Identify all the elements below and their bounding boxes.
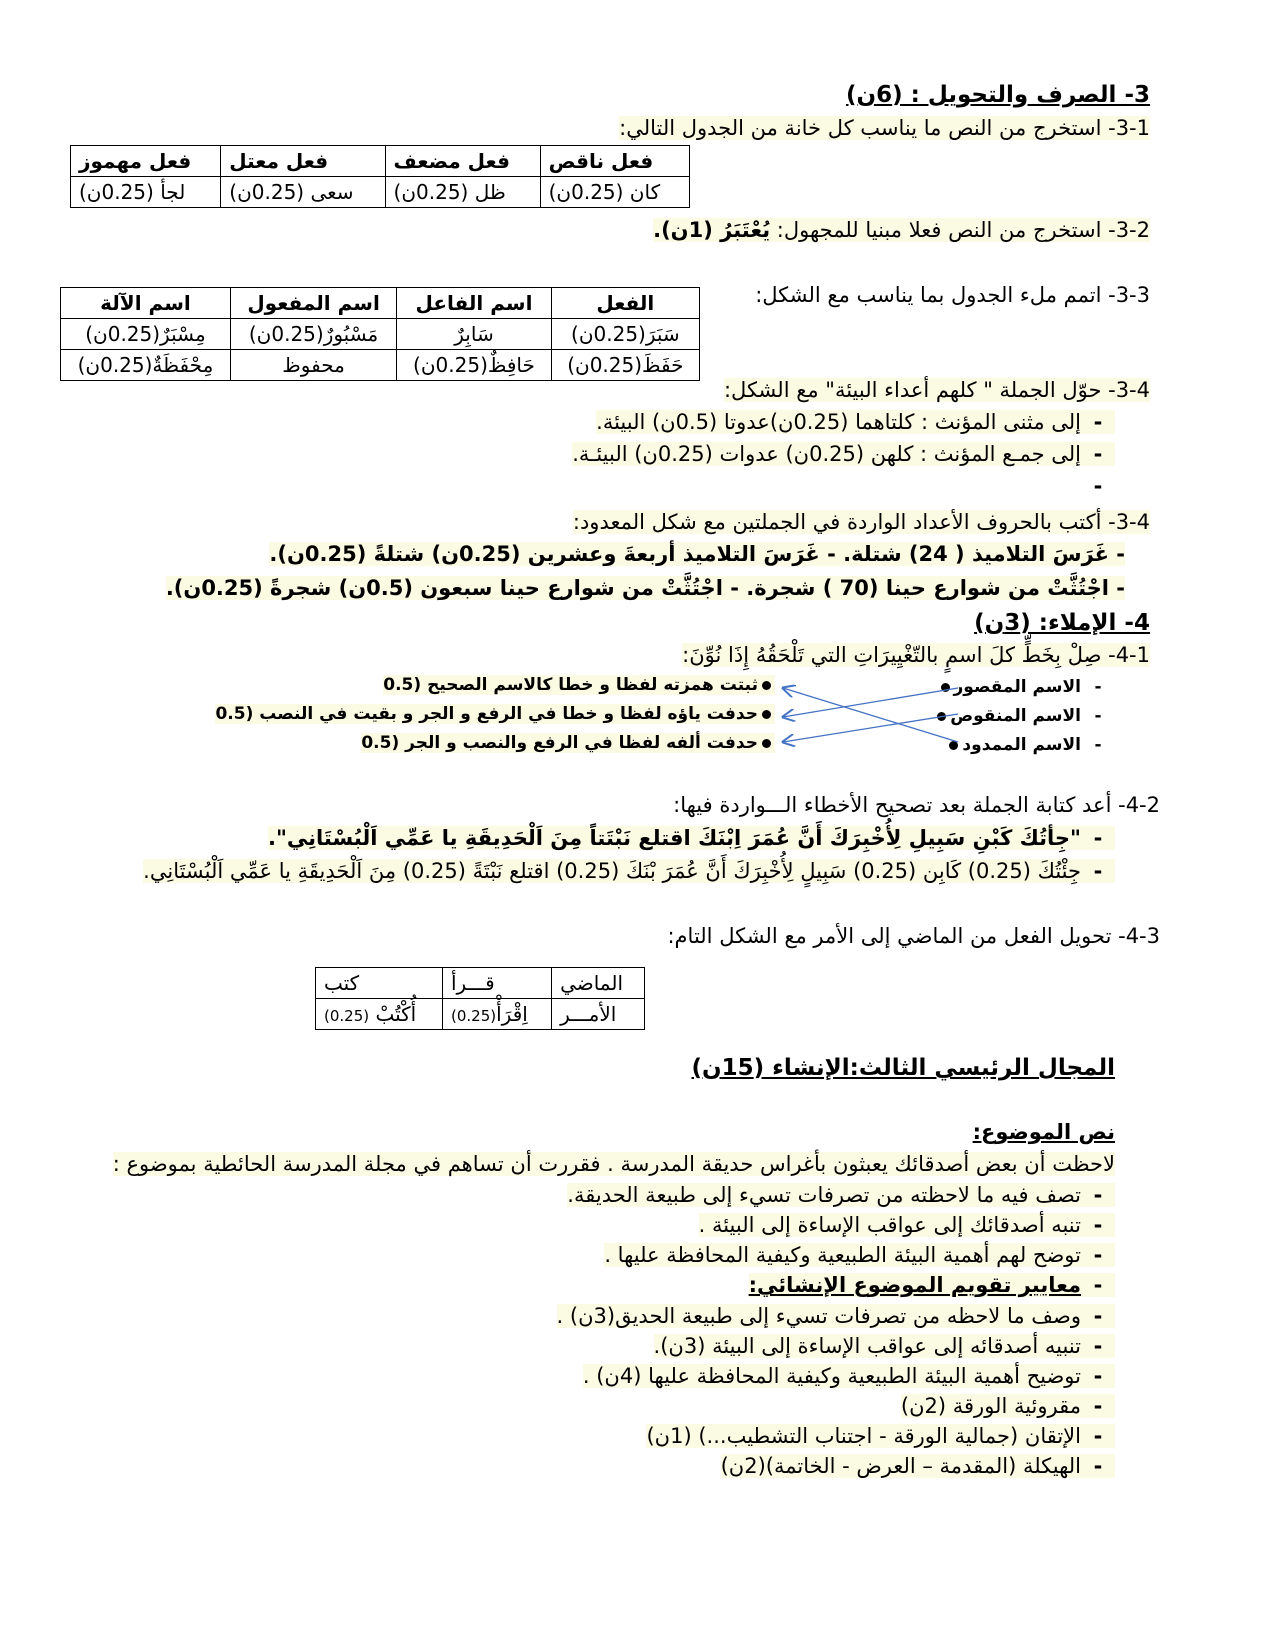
table-cell: سَابِرٌ (397, 319, 551, 350)
table-row (316, 968, 645, 999)
table-cell: الماضي (552, 968, 645, 999)
table-header: فعل ناقص (540, 146, 689, 177)
table-cell: حَافِظٌ(0.25ن) (397, 350, 551, 381)
table-cell: لجأ (0.25ن) (71, 177, 221, 208)
section4-title: 4- الإملاء: (3ن) (974, 610, 1150, 636)
q3-5-line2: - اجْتُثَّتْ من شوارع حينا (70 ) شجرة. - اجْتُثَّتْ من شوارع حينا سبعون (0.5ن) شجرةً (0.25ن). (165, 576, 1125, 600)
table-cell: سعى (0.25ن) (221, 177, 385, 208)
q3-4-plural: -إلى جمـع المؤنث : كلهن (0.25ن) عدوات (0.25ن) البيئـة. (572, 442, 1115, 466)
table-header: فعل مضعف (385, 146, 540, 177)
criteria-item: -مقروئية الورقة (2ن) (901, 1394, 1115, 1418)
q4-2-wrong: -"جِأتُكَ كَبْنِ سَبِيلِ لِأُخْبِرَكَ أَنَّ عُمَرَ اِبْنَكَ اقتلع نَبْتَتاً مِنَ اَلْحَدِيقَةِ يا عَمِّي اَلْبُسْتَانِي". (268, 826, 1115, 850)
left-item: -الاسم المنقوص (933, 706, 1115, 726)
q3-5: 3-4- أكتب بالحروف الأعداد الواردة في الجملتين مع شكل المعدود: (572, 510, 1150, 534)
table-cell: مِحْفَظَةٌ(0.25ن) (61, 350, 231, 381)
right-item: ثبتت همزته لفظا و خطا كالاسم الصحيح (0.5 (383, 675, 775, 695)
table-cell: محفوظ (230, 350, 396, 381)
table-cell: حَفَظَ(0.25ن) (551, 350, 699, 381)
table-cell: أُكْتُبْ (0.25) (316, 999, 443, 1030)
table-header: فعل معتل (221, 146, 385, 177)
table-header: اسم الآلة (61, 288, 231, 319)
task-item: -تصف فيه ما لاحظته من تصرفات تسيء إلى طبيعة الحديقة. (567, 1183, 1115, 1207)
empty-bullet: - (1093, 474, 1103, 498)
table-imperative (315, 967, 645, 1030)
table-header: فعل مهموز (71, 146, 221, 177)
criteria-item: -الإتقان (جمالية الورقة - اجتناب التشطيب...) (1ن) (646, 1424, 1115, 1448)
arrow-mamdood (783, 688, 958, 742)
q4-2-correct: -جِئْتُكَ (0.25) كَابِن (0.25) سَبِيلٍ لِأُخْبِرَكَ أَنَّ عُمَرَ بْنَكَ (0.25) اقتلع نَبْتَةً (0.25) مِنَ اَلْحَدِيقَةِ يا عَمِّي اَلْبُسْتَانِي. (143, 859, 1115, 883)
q4-1: 4-1- صِلْ بِخَطٍّ كلَ اسمٍ بالتّغْيِيرَاتِ التي تَلْحَقُهُ إِذَا نُوِّنَ: (682, 643, 1150, 667)
q4-2: 4-2- أعد كتابة الجملة بعد تصحيح الأخطاء الـــواردة فيها: (673, 793, 1160, 817)
q3-4-dual: -إلى مثنى المؤنث : كلتاهما (0.25ن)عدوتا (0.5ن) البيئة. (596, 410, 1115, 434)
task-item: -توضح لهم أهمية البيئة الطبيعية وكيفية المحافظة عليها . (604, 1243, 1115, 1267)
table-cell: سَبَرَ(0.25ن) (551, 319, 699, 350)
criteria-item: -تنبيه أصدقائه إلى عواقب الإساءة إلى البيئة (3ن). (654, 1334, 1115, 1358)
q3-5-line1: - غَرَسَ التلاميذ ( 24) شتلة. - غَرَسَ التلاميذ أربعةَ وعشرين (0.25ن) شتلةً (0.25ن). (269, 542, 1125, 566)
section3-title: 3- الصرف والتحويل : (6ن) (845, 82, 1150, 108)
left-item: -الاسم الممدود (945, 735, 1115, 755)
right-item: حدفت ألفه لفظا في الرفع والنصب و الجر (0.5 (361, 733, 775, 753)
arrow-maqsoor (783, 688, 958, 717)
table-cell: مَسْبُورٌ(0.25ن) (230, 319, 396, 350)
table-cell: اِقْرَأْ(0.25) (443, 999, 552, 1030)
left-item: -الاسم المقصور (937, 677, 1116, 697)
criteria-item: -توضيح أهمية البيئة الطبيعية وكيفية المحافظة عليها (4ن) . (583, 1364, 1115, 1388)
q3-4: 3-4- حوّل الجملة " كلهم أعداء البيئة" مع الشكل: (723, 378, 1150, 402)
task-item: -تنبه أصدقائك إلى عواقب الإساءة إلى البيئة . (699, 1213, 1115, 1237)
table-header: اسم الفاعل (397, 288, 551, 319)
table-cell: قـــرأ (443, 968, 552, 999)
section5-title: المجال الرئيسي الثالث:الإنشاء (15ن) (691, 1055, 1115, 1081)
criteria-title: -معايير تقويم الموضوع الإنشائي: (749, 1273, 1115, 1297)
topic-text: لاحظت أن بعض أصدقائك يعبثون بأغراس حديقة المدرسة . فقررت أن تساهم في مجلة المدرسة الحائطية بموضوع : (112, 1152, 1115, 1176)
criteria-item: -وصف ما لاحظه من تصرفات تسيء إلى طبيعة الحديق(3ن) . (557, 1304, 1115, 1328)
topic-title: نص الموضوع: (972, 1120, 1115, 1144)
arrow-manqoos (783, 714, 958, 742)
table-cell: ظل (0.25ن) (385, 177, 540, 208)
q3-3: 3-3- اتمم ملء الجدول بما يناسب مع الشكل: (755, 283, 1150, 307)
table-header: الفعل (551, 288, 699, 319)
criteria-item: -الهيكلة (المقدمة – العرض - الخاتمة)(2ن) (721, 1454, 1115, 1478)
table-row (316, 999, 645, 1030)
q3-2-answer: يُعْتَبَرُ (1ن). (653, 218, 771, 242)
table-cell: كتب (316, 968, 443, 999)
table-cell: مِسْبَرٌ(0.25ن) (61, 319, 231, 350)
q3-1: 3-1- استخرج من النص ما يناسب كل خانة من الجدول التالي: (619, 116, 1150, 140)
q4-3: 4-3- تحويل الفعل من الماضي إلى الأمر مع الشكل التام: (667, 924, 1160, 948)
table-cell: كان (0.25ن) (540, 177, 689, 208)
table-cell: الأمـــر (552, 999, 645, 1030)
q3-2-text: 3-2- استخرج من النص فعلا مبنيا للمجهول: (776, 218, 1150, 242)
right-item: حدفت ياؤه لفظا و خطا في الرفع و الجر و بقيت في النصب (0.5 (215, 704, 775, 724)
table-header: اسم المفعول (230, 288, 396, 319)
